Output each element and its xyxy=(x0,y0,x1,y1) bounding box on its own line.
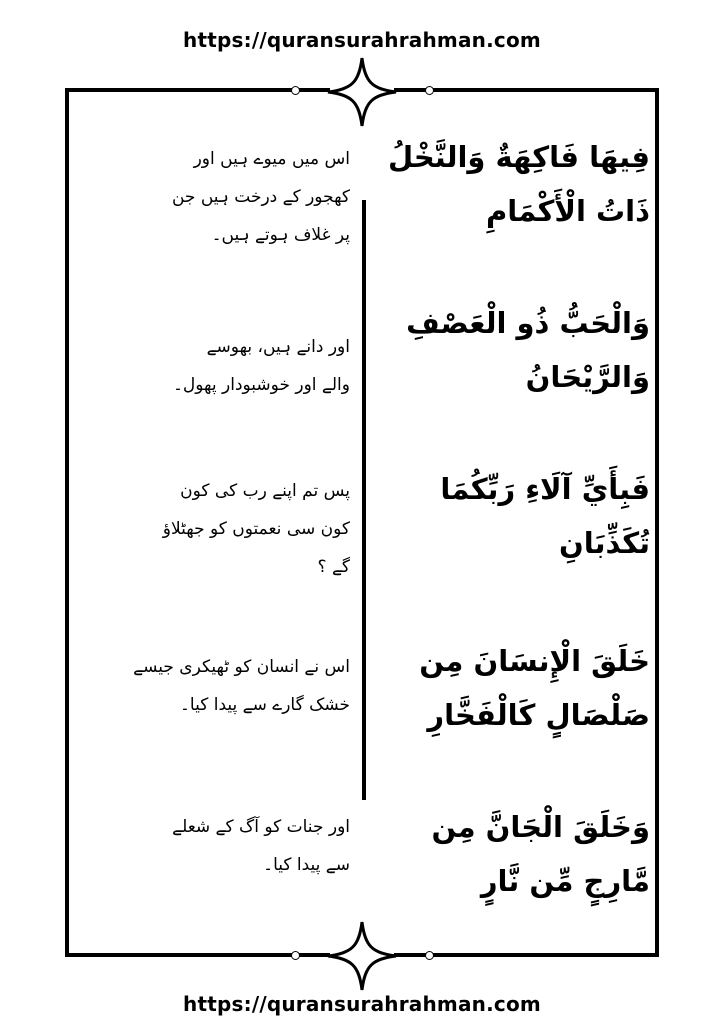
arabic-line: ذَاتُ الْأَكْمَامِ xyxy=(485,194,650,228)
header-url[interactable]: https://quransurahrahman.com xyxy=(183,28,541,52)
urdu-line: کھجور کے درخت ہیں جن xyxy=(171,187,350,207)
footer-url[interactable]: https://quransurahrahman.com xyxy=(183,992,541,1016)
dot-bottom-left-icon xyxy=(291,951,300,960)
arabic-line: فِيهَا فَاكِهَةٌ وَالنَّخْلُ xyxy=(387,140,650,174)
urdu-line: پس تم اپنے رب کی کون xyxy=(180,481,350,501)
verse-urdu xyxy=(120,472,350,586)
urdu-line: اس میں میوے ہیں اور xyxy=(193,149,350,169)
frame-left-line xyxy=(65,88,69,957)
urdu-line: پر غلاف ہوتے ہیں۔ xyxy=(211,225,350,245)
verse-urdu xyxy=(120,140,350,254)
arabic-line: وَخَلَقَ الْجَانَّ مِن xyxy=(431,810,650,844)
arabic-line: وَالرَّيْحَانُ xyxy=(525,360,650,394)
verse-arabic xyxy=(365,634,650,742)
verse-arabic xyxy=(365,296,650,404)
dot-bottom-right-icon xyxy=(425,951,434,960)
arabic-line: وَالْحَبُّ ذُو الْعَصْفِ xyxy=(406,306,650,340)
verse-arabic xyxy=(365,130,650,238)
dot-top-left-icon xyxy=(291,86,300,95)
arabic-line: مَّارِجٍ مِّن نَّارٍ xyxy=(480,864,650,898)
urdu-line: اور جنات کو آگ کے شعلے xyxy=(172,817,350,837)
arabic-line: صَلْصَالٍ كَالْفَخَّارِ xyxy=(427,698,650,732)
arabic-line: تُكَذِّبَانِ xyxy=(558,526,650,560)
verse-urdu xyxy=(120,328,350,404)
verse-arabic xyxy=(365,800,650,908)
star-top-icon xyxy=(326,56,398,128)
frame-right-line xyxy=(655,88,659,957)
urdu-line: اور دانے ہیں، بھوسے xyxy=(206,337,350,357)
urdu-line: سے پیدا کیا۔ xyxy=(263,855,350,875)
verse-arabic xyxy=(365,462,650,570)
dot-top-right-icon xyxy=(425,86,434,95)
urdu-line: والے اور خوشبودار پھول۔ xyxy=(172,375,350,395)
verse-urdu xyxy=(120,648,350,724)
star-bottom-icon xyxy=(326,920,398,992)
urdu-line: کون سی نعمتوں کو جھٹلاؤ xyxy=(162,519,350,539)
urdu-line: گے ؟ xyxy=(317,557,350,577)
verse-urdu xyxy=(120,808,350,884)
urdu-line: اس نے انسان کو ٹھیکری جیسے xyxy=(133,657,350,677)
urdu-line: خشک گارے سے پیدا کیا۔ xyxy=(179,695,350,715)
arabic-line: خَلَقَ الْإِنسَانَ مِن xyxy=(419,644,650,678)
arabic-line: فَبِأَيِّ آلَاءِ رَبِّكُمَا xyxy=(440,472,650,506)
